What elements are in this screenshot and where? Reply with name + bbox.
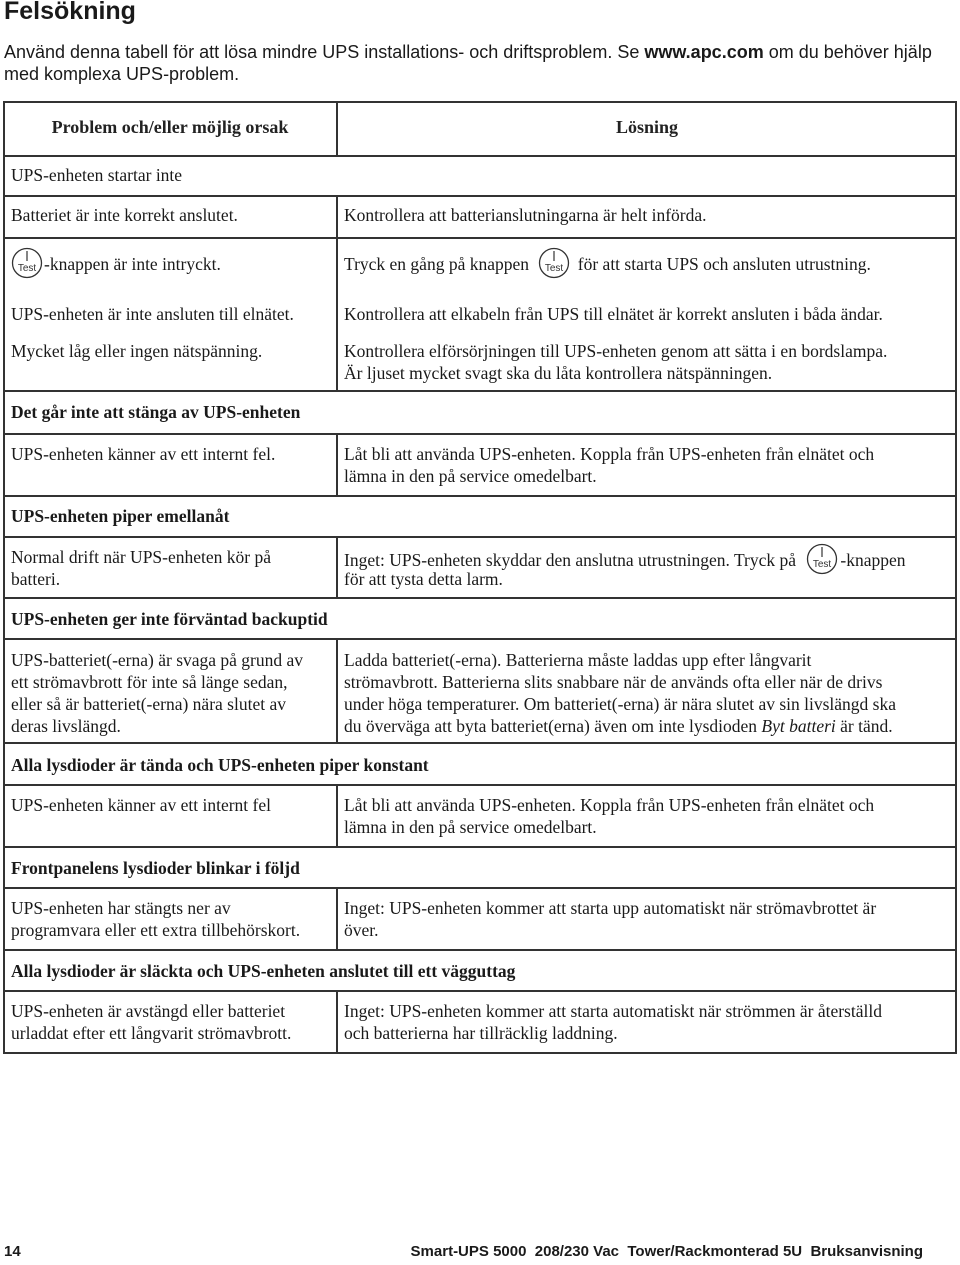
header-problem: Problem och/eller möjlig orsak	[51, 117, 289, 137]
problem-line: UPS-batteriet(-erna) är svaga på grund av	[11, 650, 304, 670]
column-separator	[336, 536, 338, 598]
divider-s3-title	[3, 536, 957, 538]
problem-line: programvara eller ett extra tillbehörskort.	[11, 920, 301, 940]
test-button-icon	[11, 247, 43, 279]
divider-s1-r1	[3, 237, 957, 239]
divider-s6-end	[3, 949, 957, 951]
test-icon-label: Test	[17, 263, 37, 274]
solution-line: Låt bli att använda UPS-enheten. Koppla från UPS-enheten från elnätet och	[344, 795, 875, 815]
solution-line-with-icon	[344, 546, 906, 571]
solution-auto-start	[344, 1000, 882, 1044]
section-title-leds-blink: Frontpanelens lysdioder blinkar i följd	[11, 858, 300, 878]
divider-s4-title	[3, 638, 957, 640]
section-title-beeps-occasionally: UPS-enheten piper emellanåt	[11, 506, 230, 526]
solution-line: för att tysta detta larm.	[344, 569, 503, 589]
section-title-cannot-turn-off: Det går inte att stänga av UPS-enheten	[11, 402, 301, 422]
solution-silence-alarm	[344, 546, 906, 590]
header-bottom-border	[3, 155, 957, 157]
solution-stop-using	[344, 443, 874, 487]
solution-check-battery: Kontrollera att batterianslutningarna är helt införda.	[344, 205, 707, 225]
problem-shut-down-by-software	[11, 897, 300, 941]
problem-test-button-text: -knappen är inte intryckt.	[44, 254, 221, 275]
solution-line: Låt bli att använda UPS-enheten. Koppla från UPS-enheten från elnätet och	[344, 444, 875, 464]
solution-line: över.	[344, 920, 379, 940]
divider-s6-title	[3, 887, 957, 889]
solution-silence-text-b: -knappen	[840, 550, 906, 571]
table-bottom-border	[3, 1052, 957, 1054]
test-button-icon	[806, 543, 838, 575]
header-solution: Lösning	[615, 117, 679, 137]
solution-press-text-b: för att starta UPS och ansluten utrustning.	[577, 254, 871, 275]
column-separator	[336, 433, 338, 496]
problem-line: urladdat efter ett långvarit strömavbrott.	[11, 1023, 292, 1043]
problem-battery-not-connected: Batteriet är inte korrekt anslutet.	[11, 205, 238, 225]
divider-s5-end	[3, 846, 957, 848]
page-number: 14	[4, 1243, 21, 1260]
solution-line: Ladda batteriet(-erna). Batterierna måste laddas upp efter långvarit	[344, 650, 812, 670]
intro-paragraph	[4, 41, 954, 85]
problem-line: eller så är batteriet(-erna) nära slutet av	[11, 694, 286, 714]
section-title-all-leds-off: Alla lysdioder är släckta och UPS-enheten anslutet till ett vägguttag	[11, 961, 516, 981]
section-title-ups-wont-start: UPS-enheten startar inte	[11, 165, 183, 185]
solution-check-power-supply	[344, 340, 887, 384]
divider-s2-title	[3, 433, 957, 435]
solution-line	[344, 715, 896, 737]
page-title: Felsökning	[4, 0, 136, 25]
problem-internal-fault-2: UPS-enheten känner av ett internt fel	[11, 795, 271, 815]
problem-line: batteri.	[11, 569, 61, 589]
divider-s1-end	[3, 390, 957, 392]
replace-battery-led-label: Byt batteri	[761, 716, 836, 736]
solution-line: Kontrollera elförsörjningen till UPS-enheten genom att sätta i en bordslampa.	[344, 341, 888, 361]
solution-line: strömavbrott. Batterierna slits snabbare när de används ofta eller när de drivs	[344, 672, 883, 692]
divider-s7-title	[3, 990, 957, 992]
solution-stop-using-2	[344, 794, 874, 838]
column-separator	[336, 638, 338, 743]
problem-line: Normal drift när UPS-enheten kör på	[11, 547, 271, 567]
problem-line: UPS-enheten är avstängd eller batteriet	[11, 1001, 286, 1021]
solution-press-test-button	[344, 250, 871, 282]
column-separator	[336, 784, 338, 847]
problem-test-button-not-pressed	[11, 250, 221, 282]
test-icon-label: Test	[813, 559, 832, 570]
problem-line: ett strömavbrott för inte så länge sedan,	[11, 672, 288, 692]
divider-s4-end	[3, 742, 957, 744]
solution-line: Inget: UPS-enheten kommer att starta automatiskt när strömmen är återställd	[344, 1001, 882, 1021]
column-separator	[336, 195, 338, 391]
solution-silence-text-a: Inget: UPS-enheten skyddar den anslutna utrustningen. Tryck på	[344, 550, 797, 571]
table-right-border	[955, 101, 957, 1054]
test-button-icon	[538, 247, 570, 279]
test-icon-label: Test	[545, 263, 564, 274]
solution-line: lämna in den på service omedelbart.	[344, 817, 597, 837]
solution-press-text-a: Tryck en gång på knappen	[344, 254, 530, 275]
apc-website-link[interactable]: www.apc.com	[644, 42, 764, 62]
divider-s5-title	[3, 784, 957, 786]
footer-document-title: Smart-UPS 5000 208/230 Vac Tower/Rackmonterad 5U Bruksanvisning	[410, 1243, 923, 1260]
solution-line: Är ljuset mycket svagt ska du låta kontrollera nätspänningen.	[344, 363, 773, 383]
divider-s2-end	[3, 495, 957, 497]
solution-charge-battery	[344, 649, 896, 737]
solution-text: du överväga att byta batteriet(erna) även om inte lysdioden	[344, 716, 762, 736]
solution-line: under höga temperaturer. Om batteriet(-erna) är nära slutet av sin livslängd ska	[344, 694, 897, 714]
solution-line: Inget: UPS-enheten kommer att starta upp automatiskt när strömavbrottet är	[344, 898, 877, 918]
table-top-border	[3, 101, 957, 103]
problem-internal-fault: UPS-enheten känner av ett internt fel.	[11, 444, 276, 464]
divider-s1-title	[3, 195, 957, 197]
solution-line: lämna in den på service omedelbart.	[344, 466, 597, 486]
solution-line: och batterierna har tillräcklig laddning.	[344, 1023, 618, 1043]
table-left-border	[3, 101, 5, 1054]
intro-text-start: Använd denna tabell för att lösa mindre UPS installations- och driftsproblem. Se	[4, 42, 645, 62]
section-title-all-leds-on: Alla lysdioder är tända och UPS-enheten piper konstant	[11, 755, 429, 775]
problem-not-connected-to-mains: UPS-enheten är inte ansluten till elnätet.	[11, 304, 294, 324]
column-separator	[336, 990, 338, 1053]
divider-s3-end	[3, 597, 957, 599]
solution-auto-restart	[344, 897, 876, 941]
intro-text-end: om du behöver hjälp med komplexa UPS-problem.	[4, 42, 932, 84]
problem-low-voltage: Mycket låg eller ingen nätspänning.	[11, 341, 263, 361]
solution-check-power-cable: Kontrollera att elkabeln från UPS till elnätet är korrekt ansluten i båda ändar.	[344, 304, 883, 324]
problem-line: UPS-enheten har stängts ner av	[11, 898, 231, 918]
problem-line: deras livslängd.	[11, 716, 121, 736]
column-separator	[336, 887, 338, 950]
section-title-backup-time: UPS-enheten ger inte förväntad backuptid	[11, 609, 328, 629]
problem-normal-battery-operation	[11, 546, 271, 590]
problem-weak-battery	[11, 649, 303, 737]
problem-ups-off-or-discharged	[11, 1000, 291, 1044]
solution-text: är tänd.	[835, 716, 893, 736]
